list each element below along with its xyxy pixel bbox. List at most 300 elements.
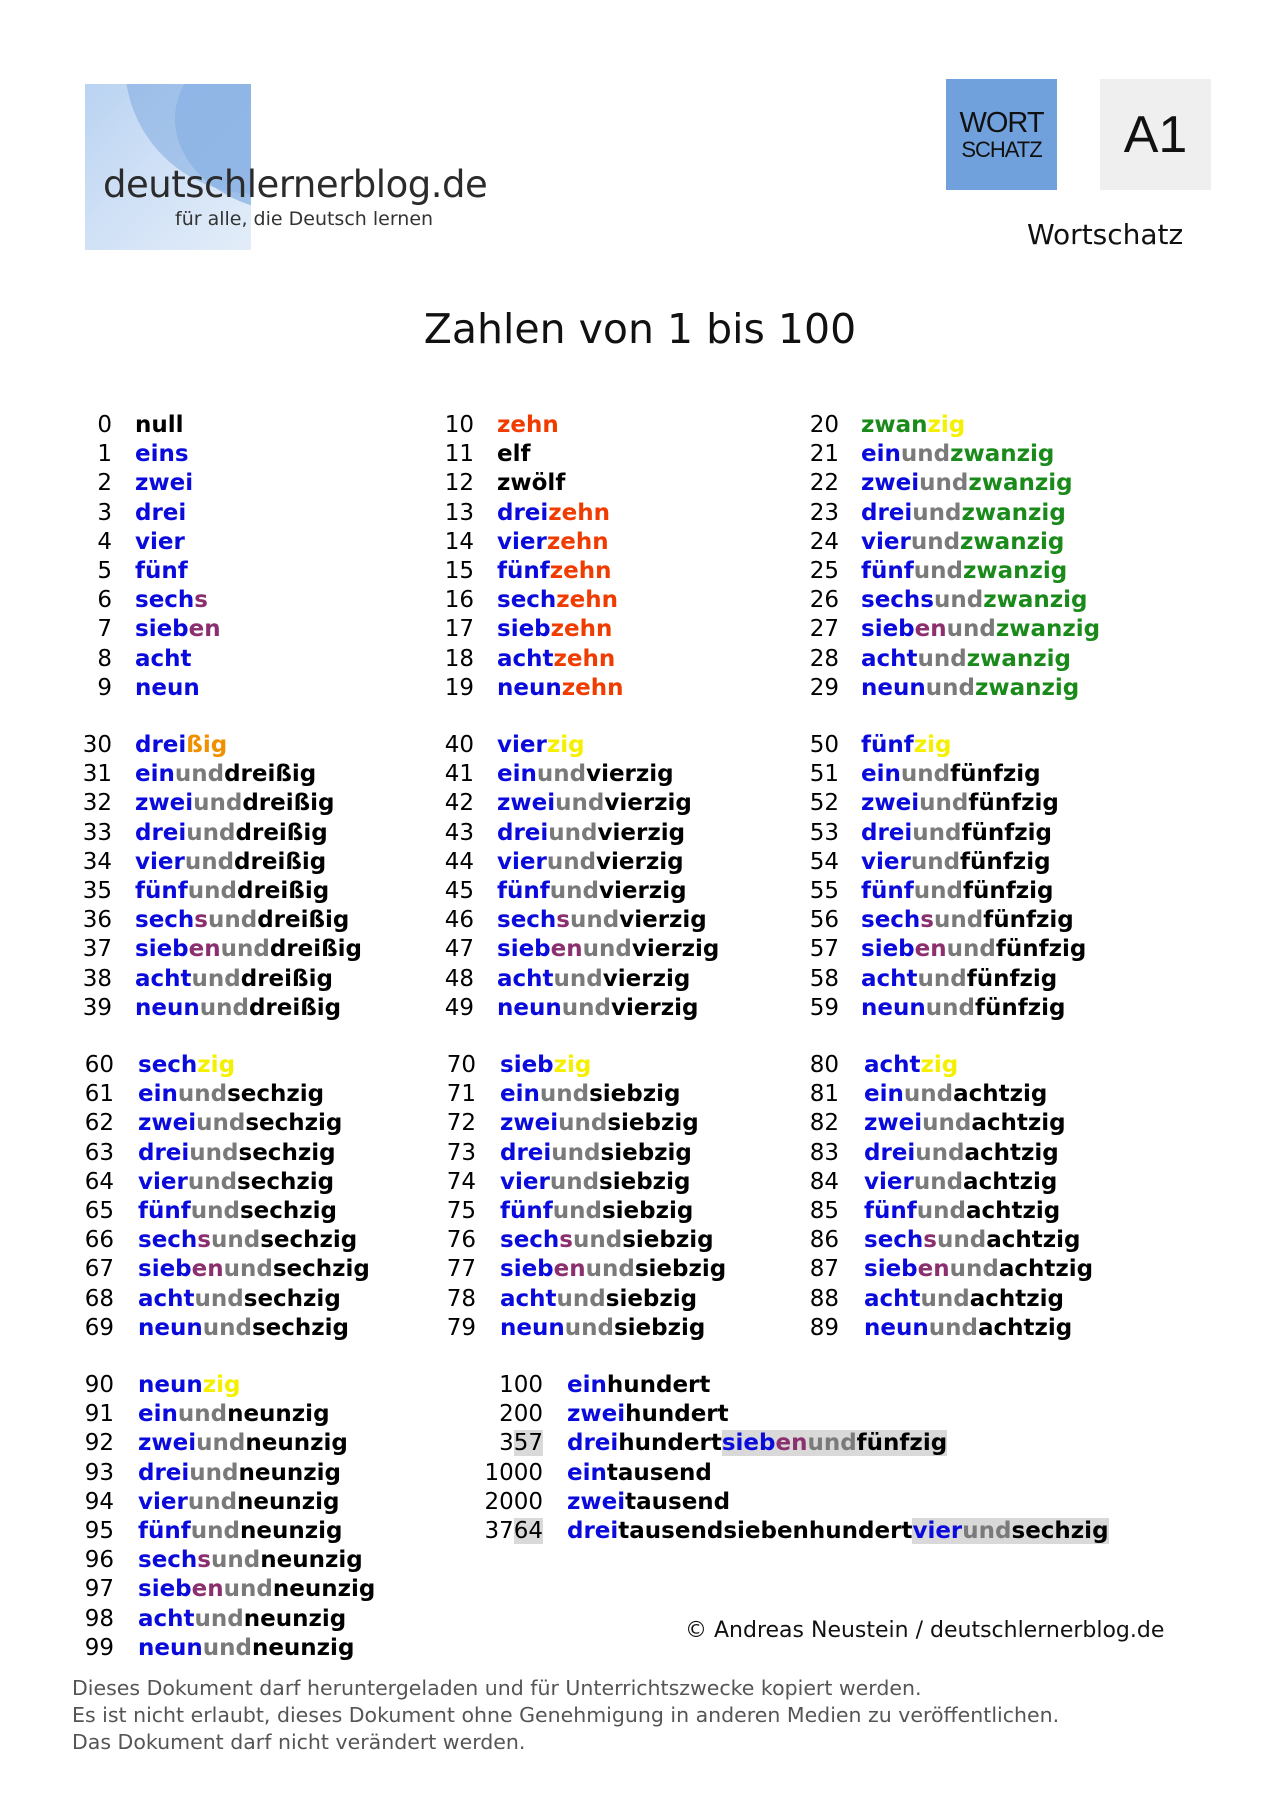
word-part: und bbox=[900, 441, 951, 468]
word-part: sech bbox=[497, 587, 557, 614]
number-word bbox=[138, 1546, 363, 1575]
number-digit: 56 bbox=[809, 907, 839, 934]
number-digit: 67 bbox=[84, 1256, 114, 1283]
word-part: und bbox=[922, 1110, 972, 1137]
digit-part-highlighted: 57 bbox=[513, 1430, 543, 1457]
word-part: fünfzig bbox=[962, 878, 1054, 904]
number-word bbox=[861, 674, 1079, 703]
word-part: und bbox=[564, 1314, 614, 1341]
word-part: neunzig bbox=[237, 1488, 340, 1515]
word-part: zwei bbox=[138, 1110, 197, 1137]
word-part: und bbox=[551, 1139, 601, 1166]
digit-part: 1000 bbox=[484, 1459, 543, 1486]
number-digit: 85 bbox=[809, 1198, 839, 1224]
number-digit: 6 bbox=[97, 587, 112, 614]
word-part: acht bbox=[861, 645, 918, 672]
word-part: und bbox=[919, 470, 969, 497]
word-part: neunzig bbox=[260, 1547, 363, 1574]
word-part: sechzig bbox=[239, 1198, 338, 1224]
word-part: fünf bbox=[497, 878, 550, 904]
number-digit: 83 bbox=[809, 1139, 839, 1166]
word-part: und bbox=[186, 819, 236, 846]
word-part: acht bbox=[861, 965, 918, 992]
word-part: drei bbox=[861, 499, 913, 526]
word-part: zehn bbox=[546, 528, 609, 555]
word-part: ein bbox=[135, 761, 175, 788]
digit-part: 100 bbox=[499, 1372, 543, 1398]
number-digit: 8 bbox=[97, 645, 112, 672]
number-digit: 39 bbox=[82, 994, 112, 1021]
word-part: und bbox=[556, 1285, 606, 1312]
word-part: und bbox=[549, 1168, 600, 1195]
word-part: fünf bbox=[497, 558, 550, 584]
word-part: achtzig bbox=[986, 1227, 1081, 1254]
word-part: fünf bbox=[861, 558, 914, 584]
word-part: tausend bbox=[625, 1488, 731, 1515]
word-part: ein bbox=[500, 1081, 540, 1108]
word-part: s bbox=[197, 1547, 211, 1574]
word-part: neun bbox=[497, 994, 562, 1021]
number-word bbox=[864, 1255, 1093, 1284]
number-digit: 19 bbox=[444, 674, 474, 701]
word-part: achtzig bbox=[969, 1285, 1065, 1312]
word-part: und bbox=[549, 878, 599, 904]
word-part: und bbox=[925, 674, 975, 701]
word-part: zwanzig bbox=[983, 587, 1088, 614]
word-part: und bbox=[913, 558, 963, 584]
word-part: zehn bbox=[553, 645, 616, 672]
word-part: und bbox=[561, 994, 611, 1021]
word-part: en bbox=[914, 936, 947, 963]
number-digit: 34 bbox=[82, 848, 112, 875]
number-digit: 3 bbox=[97, 499, 112, 526]
word-part: drei bbox=[864, 1139, 916, 1166]
usage-notice bbox=[72, 1675, 1059, 1756]
word-part: vierzig bbox=[586, 761, 674, 788]
word-part: drei bbox=[135, 499, 187, 526]
word-part: dreißig bbox=[235, 819, 328, 846]
word-part: neun bbox=[135, 674, 200, 701]
level-badge: A1 bbox=[1100, 79, 1211, 190]
number-word bbox=[138, 1605, 346, 1634]
category-label: Wortschatz bbox=[1027, 218, 1184, 251]
word-part: fünf bbox=[135, 558, 188, 584]
word-part: fünf bbox=[135, 878, 188, 904]
word-part: zwei bbox=[861, 790, 920, 817]
word-part: fünfzig bbox=[960, 848, 1051, 875]
word-part: zwei bbox=[497, 790, 556, 817]
word-part: acht bbox=[864, 1052, 921, 1078]
number-digit: 49 bbox=[444, 994, 474, 1021]
word-part: en bbox=[917, 1256, 950, 1283]
word-part: zig bbox=[546, 732, 585, 758]
number-digit: 96 bbox=[84, 1547, 114, 1574]
number-digit: 25 bbox=[809, 558, 839, 584]
number-digit bbox=[0, 1371, 543, 1400]
number-digit: 75 bbox=[446, 1198, 476, 1224]
word-part: eins bbox=[135, 441, 189, 468]
number-digit: 37 bbox=[82, 936, 112, 963]
word-part: und bbox=[946, 616, 996, 643]
word-part: siebzig bbox=[589, 1081, 681, 1108]
word-part: drei bbox=[138, 1139, 190, 1166]
number-digit: 45 bbox=[444, 878, 474, 904]
word-part: sechzig bbox=[1011, 1518, 1109, 1544]
word-part: s bbox=[194, 907, 208, 934]
word-part: und bbox=[202, 1314, 252, 1341]
word-part: siebzig bbox=[605, 1285, 698, 1312]
usage-line: Das Dokument darf nicht verändert werden. bbox=[72, 1730, 526, 1754]
word-part: sechzig bbox=[245, 1110, 343, 1137]
word-part: s bbox=[923, 1227, 937, 1254]
word-part: und bbox=[223, 1576, 273, 1603]
number-digit: 15 bbox=[444, 558, 474, 584]
word-part: fünfzig bbox=[966, 965, 1058, 992]
word-part: acht bbox=[135, 645, 192, 672]
word-part: sech bbox=[138, 1052, 198, 1078]
number-word bbox=[861, 760, 1041, 789]
word-part: sechs bbox=[861, 587, 934, 614]
number-digit: 54 bbox=[809, 848, 839, 875]
word-part: zwanzig bbox=[974, 674, 1080, 701]
word-part: siebzig bbox=[613, 1314, 706, 1341]
word-part: neun bbox=[864, 1314, 929, 1341]
word-part: s bbox=[194, 587, 208, 614]
number-digit: 28 bbox=[809, 645, 839, 672]
word-part: tausendsiebenhundert bbox=[618, 1518, 913, 1544]
word-part: neunzig bbox=[239, 1518, 343, 1544]
word-part: sechzig bbox=[243, 1285, 341, 1312]
word-part: fünf bbox=[500, 1198, 553, 1224]
word-part: und bbox=[191, 965, 241, 992]
word-part: dreißig bbox=[234, 848, 327, 875]
word-part: und bbox=[202, 1634, 252, 1661]
number-digit: 91 bbox=[84, 1401, 114, 1428]
word-part: en bbox=[914, 616, 947, 643]
word-part: und bbox=[196, 1430, 246, 1457]
number-digit: 22 bbox=[809, 470, 839, 497]
word-part: und bbox=[910, 528, 961, 555]
word-part: zwei bbox=[567, 1401, 626, 1428]
word-part: und bbox=[582, 936, 632, 963]
word-part: und bbox=[187, 878, 237, 904]
number-word bbox=[861, 819, 1052, 848]
number-word bbox=[864, 1080, 1047, 1109]
number-digit: 42 bbox=[444, 790, 474, 817]
number-word bbox=[567, 1459, 712, 1488]
number-digit: 84 bbox=[809, 1168, 839, 1195]
number-word bbox=[138, 1575, 375, 1604]
word-part: neunzig bbox=[227, 1401, 330, 1428]
word-part: zwanzig bbox=[995, 616, 1101, 643]
number-digit: 78 bbox=[446, 1285, 476, 1312]
word-part: und bbox=[548, 819, 598, 846]
number-digit: 98 bbox=[84, 1605, 114, 1632]
word-part: zwei bbox=[500, 1110, 559, 1137]
number-digit bbox=[0, 1400, 543, 1429]
word-part: zwanzig bbox=[966, 645, 1072, 672]
number-digit: 23 bbox=[809, 499, 839, 526]
number-digit: 87 bbox=[809, 1256, 839, 1283]
number-digit: 52 bbox=[809, 790, 839, 817]
word-part: und bbox=[920, 1285, 970, 1312]
word-part: zwölf bbox=[497, 470, 566, 497]
number-word bbox=[861, 731, 952, 760]
digit-part: 37 bbox=[484, 1518, 514, 1544]
number-word bbox=[567, 1517, 1109, 1546]
word-part: und bbox=[949, 1256, 999, 1283]
word-part: fünfzig bbox=[968, 790, 1059, 817]
word-part: siebzig bbox=[634, 1256, 727, 1283]
number-digit: 58 bbox=[809, 965, 839, 992]
word-part: neunzig bbox=[238, 1459, 341, 1486]
word-part: vierzig bbox=[619, 907, 707, 934]
word-part: ein bbox=[567, 1459, 607, 1486]
number-word bbox=[861, 645, 1071, 674]
number-word bbox=[861, 528, 1064, 557]
word-part: siebzig bbox=[600, 1139, 692, 1166]
word-part: sieb bbox=[500, 1256, 554, 1283]
word-part: drei bbox=[497, 819, 549, 846]
number-digit bbox=[0, 1517, 543, 1546]
copyright-notice: © Andreas Neustein / deutschlernerblog.de bbox=[685, 1618, 1165, 1643]
number-digit: 12 bbox=[444, 470, 474, 497]
word-part: zig bbox=[920, 1052, 959, 1078]
word-part: sech bbox=[500, 1227, 560, 1254]
number-digit: 61 bbox=[84, 1081, 114, 1108]
word-part: neun bbox=[500, 1314, 565, 1341]
word-part: und bbox=[211, 1227, 261, 1254]
number-word bbox=[861, 557, 1067, 586]
word-part: und bbox=[194, 1605, 244, 1632]
number-word bbox=[861, 906, 1074, 935]
word-part: dreißig bbox=[248, 994, 342, 1021]
word-part: drei bbox=[138, 1459, 190, 1486]
word-part: drei bbox=[567, 1518, 619, 1544]
word-part: und bbox=[934, 587, 984, 614]
word-part: sech bbox=[861, 907, 921, 934]
number-digit: 51 bbox=[809, 761, 839, 788]
word-part: sieb bbox=[138, 1256, 192, 1283]
word-part: sieb bbox=[138, 1576, 192, 1603]
word-part: und bbox=[915, 1139, 965, 1166]
number-digit: 86 bbox=[809, 1227, 839, 1254]
word-part: achtzig bbox=[963, 1168, 1058, 1195]
word-part: dreißig bbox=[242, 790, 335, 817]
word-part: und bbox=[177, 1401, 228, 1428]
number-digit: 80 bbox=[809, 1052, 839, 1078]
word-part: vierzig bbox=[598, 878, 687, 904]
word-part: und bbox=[553, 965, 603, 992]
number-digit: 88 bbox=[809, 1285, 839, 1312]
word-part: und bbox=[903, 1081, 954, 1108]
number-digit: 41 bbox=[444, 761, 474, 788]
number-digit: 66 bbox=[84, 1227, 114, 1254]
word-part: acht bbox=[864, 1285, 921, 1312]
word-part: drei bbox=[567, 1430, 619, 1457]
word-part: zig bbox=[913, 732, 952, 758]
word-part: neunzig bbox=[272, 1576, 376, 1603]
word-part: und bbox=[184, 848, 235, 875]
word-part: ein bbox=[861, 441, 901, 468]
number-digit: 40 bbox=[444, 732, 474, 758]
number-digit: 76 bbox=[446, 1227, 476, 1254]
word-part: und bbox=[558, 1110, 608, 1137]
number-digit: 92 bbox=[84, 1430, 114, 1457]
number-digit: 68 bbox=[84, 1285, 114, 1312]
word-part: acht bbox=[135, 965, 192, 992]
word-part: neun bbox=[497, 674, 562, 701]
word-part: fünf bbox=[138, 1198, 191, 1224]
word-part: hundert bbox=[606, 1372, 711, 1398]
word-part: und bbox=[174, 761, 225, 788]
word-part: fünfzig bbox=[961, 819, 1053, 846]
word-part: zig bbox=[553, 1052, 592, 1078]
word-part: sech bbox=[138, 1547, 198, 1574]
number-digit: 33 bbox=[82, 819, 112, 846]
number-word bbox=[861, 994, 1065, 1023]
word-part: sech bbox=[864, 1227, 924, 1254]
word-part: vier bbox=[138, 1488, 188, 1515]
word-part: neunzig bbox=[251, 1634, 355, 1661]
wortschatz-badge bbox=[946, 79, 1057, 190]
word-part: zehn bbox=[548, 499, 611, 526]
word-part: dreißig bbox=[236, 878, 330, 904]
number-digit: 21 bbox=[809, 441, 839, 468]
word-part: und bbox=[919, 790, 969, 817]
number-digit: 14 bbox=[444, 528, 474, 555]
word-part: neunzig bbox=[245, 1430, 348, 1457]
number-digit: 79 bbox=[446, 1314, 476, 1341]
word-part: und bbox=[552, 1198, 602, 1224]
number-digit: 95 bbox=[84, 1518, 114, 1544]
number-digit: 99 bbox=[84, 1634, 114, 1661]
word-part: fünf bbox=[861, 732, 914, 758]
word-part: und bbox=[189, 1459, 239, 1486]
word-part: neun bbox=[138, 1372, 203, 1398]
word-part: fünfzig bbox=[995, 936, 1087, 963]
word-part: zehn bbox=[497, 412, 559, 438]
number-digit: 4 bbox=[97, 528, 112, 555]
word-part: sechzig bbox=[237, 1168, 335, 1195]
word-part: und bbox=[913, 1168, 964, 1195]
number-digit: 50 bbox=[809, 732, 839, 758]
word-part: und bbox=[912, 819, 962, 846]
word-part: ßig bbox=[186, 732, 228, 758]
word-part: acht bbox=[497, 645, 554, 672]
word-part: acht bbox=[138, 1605, 195, 1632]
number-word bbox=[861, 935, 1086, 964]
number-word bbox=[864, 1226, 1080, 1255]
word-part: en bbox=[775, 1430, 808, 1457]
page-title: Zahlen von 1 bis 100 bbox=[423, 305, 857, 353]
number-digit: 70 bbox=[446, 1052, 476, 1078]
digit-part-highlighted: 64 bbox=[513, 1518, 543, 1544]
word-part: s bbox=[197, 1227, 211, 1254]
word-part: fünf bbox=[864, 1198, 917, 1224]
number-word bbox=[567, 1371, 710, 1400]
number-word bbox=[567, 1429, 947, 1458]
number-digit: 18 bbox=[444, 645, 474, 672]
word-part: vierzig bbox=[597, 819, 686, 846]
number-digit: 97 bbox=[84, 1576, 114, 1603]
word-part: und bbox=[194, 1285, 244, 1312]
word-part: achtzig bbox=[998, 1256, 1094, 1283]
number-word bbox=[567, 1400, 729, 1429]
word-part: elf bbox=[497, 441, 531, 468]
word-part: zwanzig bbox=[962, 558, 1068, 584]
number-digit bbox=[0, 1488, 543, 1517]
word-part: und bbox=[555, 790, 605, 817]
word-part: vier bbox=[497, 732, 547, 758]
word-part: und bbox=[925, 994, 975, 1021]
word-part: sieb bbox=[135, 936, 189, 963]
word-part: und bbox=[220, 936, 270, 963]
word-part: vier bbox=[500, 1168, 550, 1195]
word-part: zehn bbox=[561, 674, 624, 701]
usage-line: Dieses Dokument darf heruntergeladen und für Unterrichtszwecke kopiert werden. bbox=[72, 1676, 922, 1700]
number-digit: 24 bbox=[809, 528, 839, 555]
word-part: fünfzig bbox=[856, 1430, 948, 1457]
number-digit bbox=[0, 1429, 543, 1458]
number-digit: 63 bbox=[84, 1139, 114, 1166]
word-part: sech bbox=[135, 907, 195, 934]
number-word bbox=[861, 469, 1073, 498]
word-part: dreißig bbox=[269, 936, 363, 963]
word-part: dreißig bbox=[240, 965, 333, 992]
word-part: und bbox=[187, 1168, 238, 1195]
word-part: zig bbox=[202, 1372, 241, 1398]
word-part: drei bbox=[135, 732, 187, 758]
word-part: zwanzig bbox=[950, 441, 1055, 468]
word-part: und bbox=[900, 761, 951, 788]
number-digit: 64 bbox=[84, 1168, 114, 1195]
word-part: en bbox=[191, 1256, 224, 1283]
word-part: und bbox=[928, 1314, 978, 1341]
word-part: null bbox=[135, 412, 184, 438]
word-part: fünfzig bbox=[950, 761, 1041, 788]
number-digit: 17 bbox=[444, 616, 474, 643]
number-word bbox=[861, 411, 965, 440]
number-word bbox=[861, 965, 1057, 994]
word-part: vier bbox=[138, 1168, 188, 1195]
word-part: und bbox=[937, 1227, 987, 1254]
number-word bbox=[567, 1488, 730, 1517]
number-digit: 0 bbox=[97, 412, 112, 438]
word-part: und bbox=[573, 1227, 623, 1254]
word-part: fünf bbox=[861, 878, 914, 904]
word-part: vier bbox=[135, 528, 185, 555]
word-part: neun bbox=[138, 1634, 203, 1661]
number-word bbox=[138, 1634, 354, 1663]
word-part: sech bbox=[497, 907, 557, 934]
word-part: acht bbox=[497, 965, 554, 992]
word-part: fünfzig bbox=[974, 994, 1066, 1021]
number-digit: 47 bbox=[444, 936, 474, 963]
word-part: siebzig bbox=[601, 1198, 694, 1224]
word-part: und bbox=[962, 1518, 1012, 1544]
word-part: neun bbox=[861, 994, 926, 1021]
number-digit bbox=[0, 1459, 543, 1488]
word-part: zwei bbox=[567, 1488, 626, 1515]
number-digit: 32 bbox=[82, 790, 112, 817]
word-part: drei bbox=[497, 499, 549, 526]
word-part: ein bbox=[567, 1372, 607, 1398]
number-digit: 27 bbox=[809, 616, 839, 643]
word-part: und bbox=[199, 994, 249, 1021]
number-digit: 36 bbox=[82, 907, 112, 934]
word-part: und bbox=[912, 499, 962, 526]
